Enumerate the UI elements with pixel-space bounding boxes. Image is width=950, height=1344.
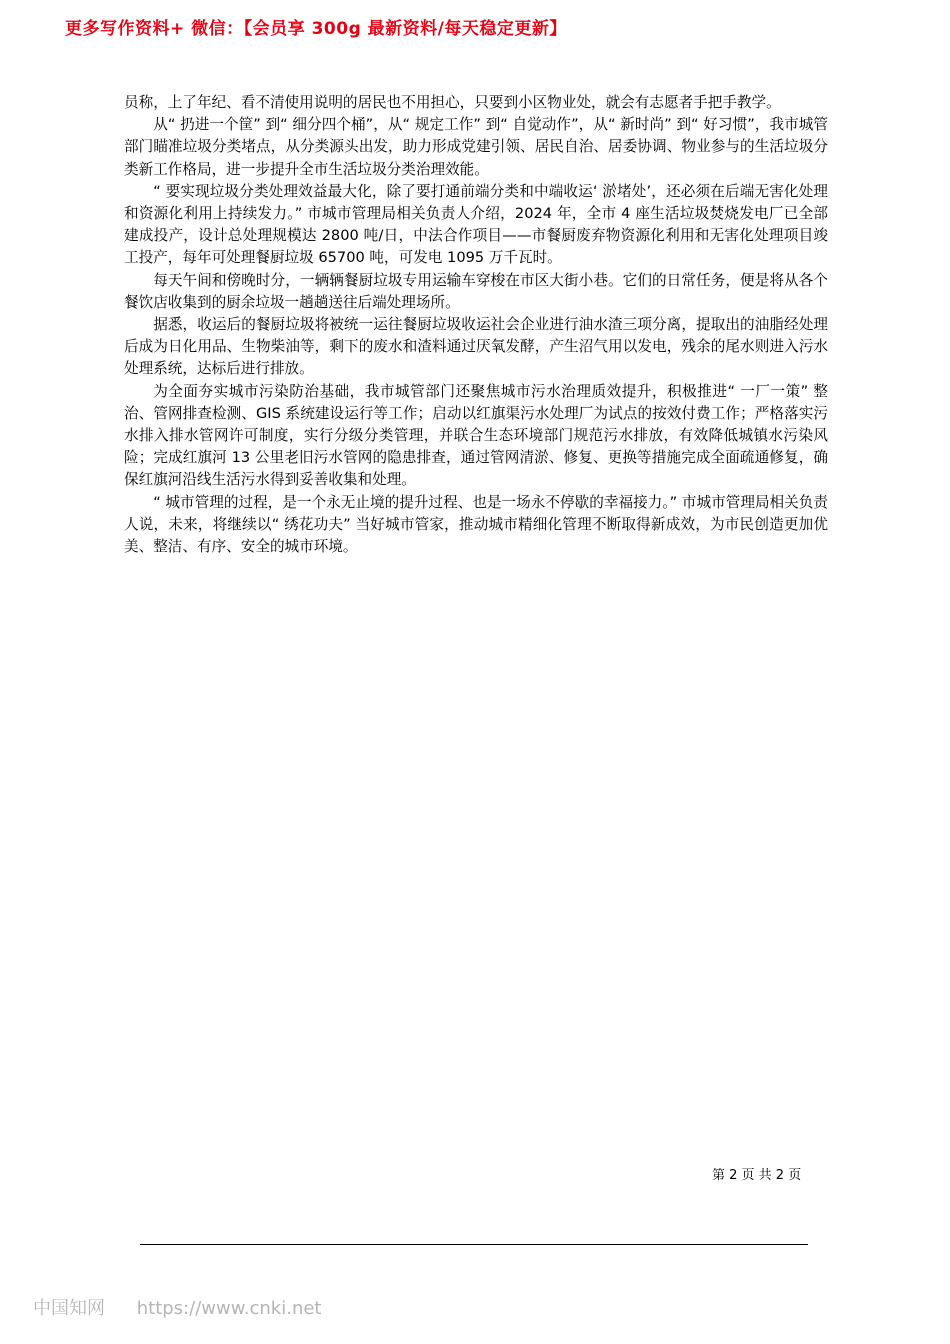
watermark (33, 1294, 321, 1320)
watermark-url: https://www.cnki.net (136, 1298, 322, 1319)
article-paragraph: 为全面夯实城市污染防治基础，我市城管部门还聚焦城市污水治理质效提升，积极推进“ 一厂一策” 整治、管网排查检测、GIS 系统建设运行等工作；启动以红旗渠污水处理厂为试点的按效付费工作；严格落实污水排入排水管网许可制度，实行分级分类管理，并联合生态环境部门规范污水排放，有效降低城镇水污染风险；完成红旗河 13 公里老旧污水管网的隐患排查，通过管网清淤、修复、更换等措施完成全面疏通修复，确保红旗河沿线生活污水得到妥善收集和处理。 (124, 382, 828, 489)
article-body (124, 92, 828, 558)
article-paragraph: 员称，上了年纪、看不清使用说明的居民也不用担心，只要到小区物业处，就会有志愿者手把手教学。 (124, 94, 781, 111)
article-paragraph: “ 城市管理的过程，是一个永无止境的提升过程、也是一场永不停歇的幸福接力。” 市城市管理局相关负责人说，未来，将继续以“ 绣花功夫” 当好城市管家，推动城市精细化管理不断取得新成效，为市民创造更加优美、整洁、有序、安全的城市环境。 (124, 493, 828, 556)
article-paragraph: 从“ 扔进一个筐” 到“ 细分四个桶”，从“ 规定工作” 到“ 自觉动作”，从“ 新时尚” 到“ 好习惯”，我市城管部门瞄准垃圾分类堵点，从分类源头出发，助力形成党建引领、居民自治、居委协调、物业参与的生活垃圾分类新工作格局，进一步提升全市生活垃圾分类治理效能。 (124, 116, 828, 178)
watermark-name: 中国知网 (33, 1298, 105, 1319)
promo-banner: 更多写作资料+ 微信：【会员享 300g 最新资料/每天稳定更新】 (65, 19, 567, 39)
page-indicator: 第 2 页 共 2 页 (712, 1168, 802, 1183)
footer-divider (140, 1244, 808, 1245)
article-paragraph: “ 要实现垃圾分类处理效益最大化，除了要打通前端分类和中端收运‘ 淤堵处’，还必须在后端无害化处理和资源化利用上持续发力。” 市城市管理局相关负责人介绍，2024 年，全市 4 座生活垃圾焚烧发电厂已全部建成投产，设计总处理规模达 2800 吨/日，中法合作项目——市餐厨废弃物资源化利用和无害化处理项目竣工投产，每年可处理餐厨垃圾 65700 吨，可发电 1095 万千瓦时。 (124, 182, 828, 267)
article-paragraph: 据悉，收运后的餐厨垃圾将被统一运往餐厨垃圾收运社会企业进行油水渣三项分离，提取出的油脂经处理后成为日化用品、生物柴油等，剩下的废水和渣料通过厌氧发酵，产生沼气用以发电，残余的尾水则进入污水处理系统，达标后进行排放。 (124, 316, 828, 378)
article-paragraph: 每天午间和傍晚时分，一辆辆餐厨垃圾专用运输车穿梭在市区大街小巷。它们的日常任务，便是将从各个餐饮店收集到的厨余垃圾一趟趟送往后端处理场所。 (124, 271, 828, 311)
